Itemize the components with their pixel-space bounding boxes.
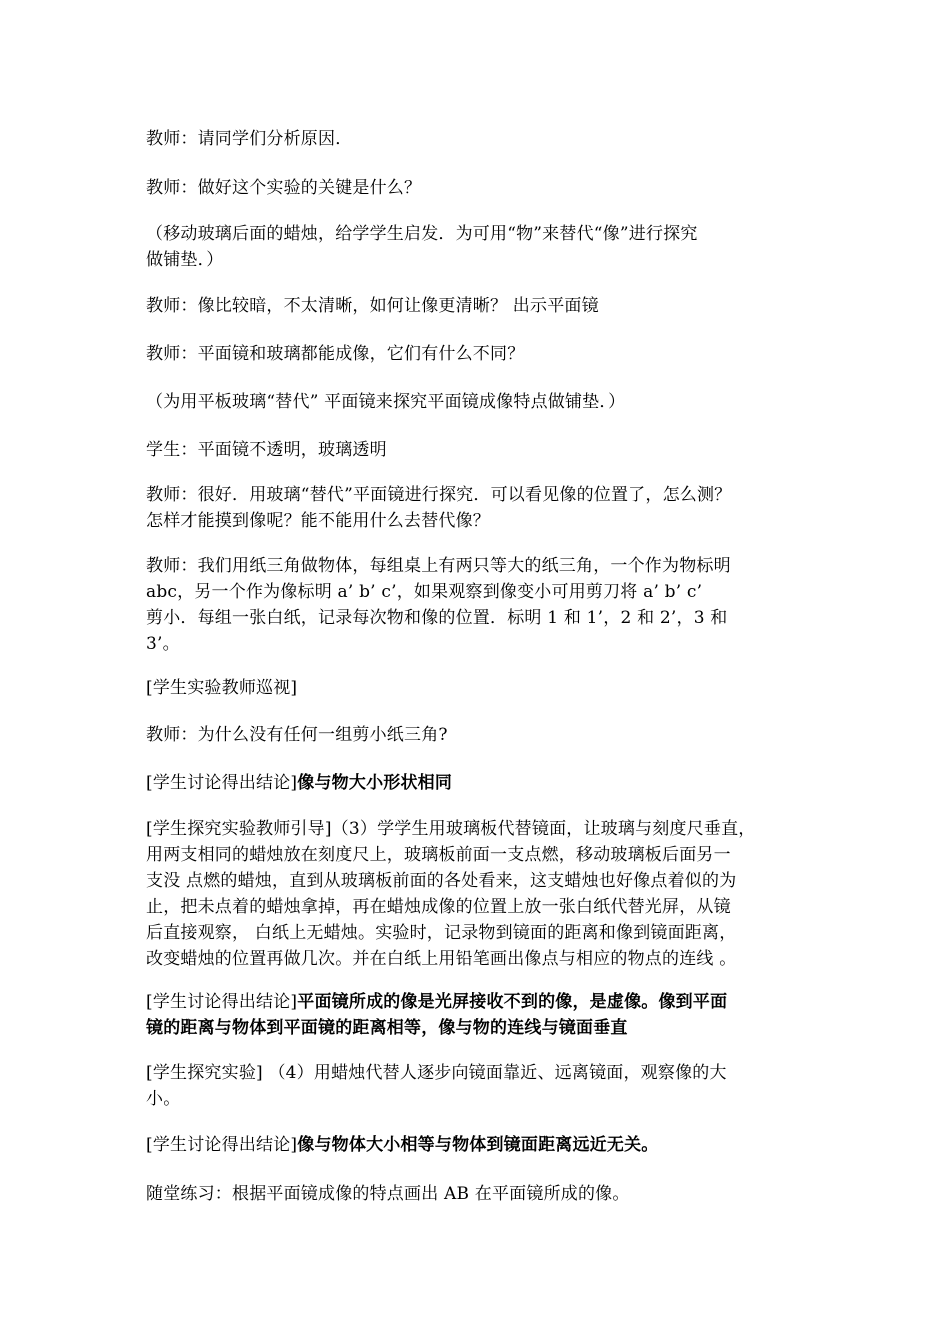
conclusion-label: [学生讨论得出结论] xyxy=(146,992,298,1012)
conclusion-bold: 镜的距离与物体到平面镜的距离相等，像与物的连线与镜面垂直 xyxy=(146,1018,628,1038)
paragraph-student-experiment xyxy=(146,675,806,701)
paragraph-guided-experiment xyxy=(146,816,806,972)
paragraph-teacher-analyze xyxy=(146,126,806,152)
text-line: 教师：平面镜和玻璃都能成像，它们有什么不同？ xyxy=(146,344,525,364)
text-line: （移动玻璃后面的蜡烛，给学学生启发．为可用“物”来替代“像”进行探究 xyxy=(146,224,698,244)
paragraph-teacher-dim-image xyxy=(146,293,806,319)
text-line: [学生实验教师巡视] xyxy=(146,678,298,698)
paragraph-conclusion-virtual-image xyxy=(146,989,806,1041)
text-line xyxy=(146,1132,806,1158)
text-line: 教师：像比较暗，不太清晰，如何让像更清晰？ 出示平面镜 xyxy=(146,296,599,316)
text-line: 教师：做好这个实验的关键是什么？ xyxy=(146,178,422,198)
text-line: 教师：为什么没有任何一组剪小纸三角? xyxy=(146,725,448,745)
text-line: [学生探究实验] （4）用蜡烛代替人逐步向镜面靠近、远离镜面，观察像的大 xyxy=(146,1063,727,1083)
paragraph-teacher-paper-triangles xyxy=(146,553,806,657)
paragraph-note-move-candle xyxy=(146,221,806,273)
paragraph-practice xyxy=(146,1181,806,1207)
text-line: 小。 xyxy=(146,1089,181,1109)
paragraph-teacher-measure xyxy=(146,482,806,534)
text-line: 后直接观察， 白纸上无蜡烛。实验时，记录物到镜面的距离和像到镜面距离， xyxy=(146,923,737,943)
text-line: 学生：平面镜不透明，玻璃透明 xyxy=(146,440,387,460)
paragraph-conclusion-size-shape xyxy=(146,770,806,796)
conclusion-bold: 像与物大小形状相同 xyxy=(297,773,453,793)
paragraph-teacher-difference xyxy=(146,341,806,367)
conclusion-bold: 像与物体大小相等与物体到镜面距离远近无关。 xyxy=(297,1135,659,1155)
text-line: 剪小．每组一张白纸，记录每次物和像的位置．标明 1 和 1’，2 和 2’，3 和 xyxy=(146,608,728,628)
text-line xyxy=(146,989,806,1015)
paragraph-conclusion-distance xyxy=(146,1132,806,1158)
text-line: 教师：我们用纸三角做物体，每组桌上有两只等大的纸三角，一个作为物标明 xyxy=(146,556,731,576)
text-line: 怎样才能摸到像呢？能不能用什么去替代像？ xyxy=(146,511,490,531)
text-line: 支没 点燃的蜡烛，直到从玻璃板前面的各处看来，这支蜡烛也好像点着似的为 xyxy=(146,871,737,891)
text-line: abc，另一个作为像标明 a’ b’ c’，如果观察到像变小可用剪刀将 a’ b’ c’ xyxy=(146,582,703,602)
paragraph-candle-experiment xyxy=(146,1060,806,1112)
text-line: （为用平板玻璃“替代” 平面镜来探究平面镜成像特点做铺垫．） xyxy=(146,392,626,412)
text-line: 3’。 xyxy=(146,634,180,654)
paragraph-teacher-why xyxy=(146,722,806,748)
text-line: 止，把未点着的蜡烛拿掉，再在蜡烛成像的位置上放一张白纸代替光屏，从镜 xyxy=(146,897,731,917)
paragraph-student-answer xyxy=(146,437,806,463)
text-line xyxy=(146,770,806,796)
text-line: 用两支相同的蜡烛放在刻度尺上，玻璃板前面一支点燃，移动玻璃板后面另一 xyxy=(146,845,731,865)
conclusion-bold: 平面镜所成的像是光屏接收不到的像，是虚像。像到平面 xyxy=(297,992,728,1012)
text-line: 做铺垫．） xyxy=(146,250,224,270)
text-line: 教师：很好．用玻璃“替代”平面镜进行探究．可以看见像的位置了，怎么测？ xyxy=(146,485,732,505)
text-line: 改变蜡烛的位置再做几次。并在白纸上用铅笔画出像点与相应的物点的连线 。 xyxy=(146,949,737,969)
conclusion-label: [学生讨论得出结论] xyxy=(146,1135,298,1155)
paragraph-teacher-key xyxy=(146,175,806,201)
conclusion-label: [学生讨论得出结论] xyxy=(146,773,298,793)
paragraph-note-glass-replace xyxy=(146,389,806,415)
text-line: 教师：请同学们分析原因． xyxy=(146,129,353,149)
text-line: 随堂练习：根据平面镜成像的特点画出 AB 在平面镜所成的像。 xyxy=(146,1184,630,1204)
text-line: [学生探究实验教师引导]（3）学学生用玻璃板代替镜面，让玻璃与刻度尺垂直， xyxy=(146,819,756,839)
